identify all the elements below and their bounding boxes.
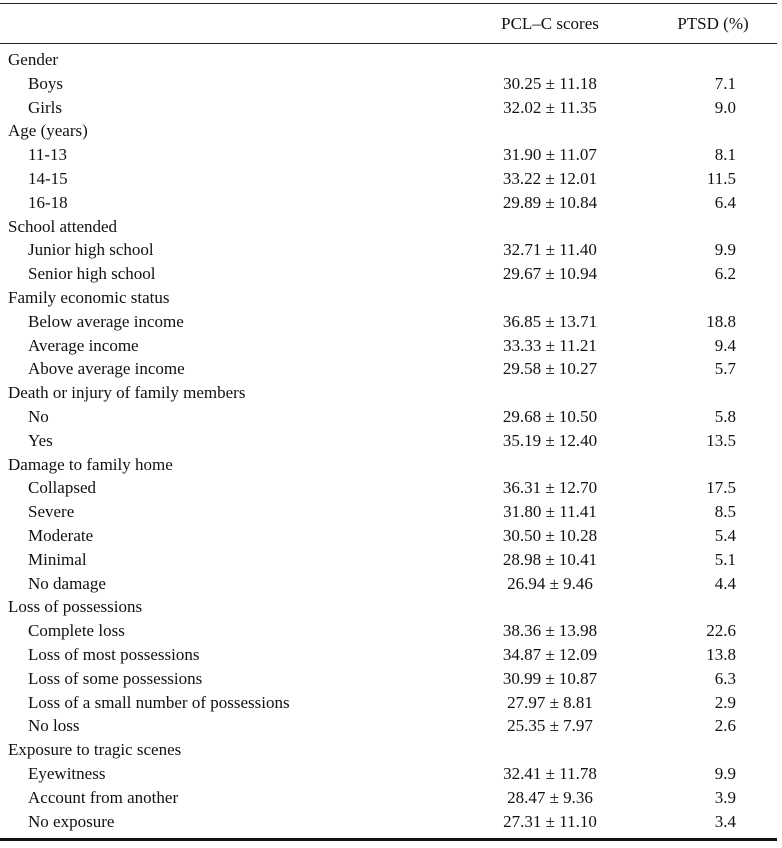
pcl-c-score-cell: 36.31 ± 12.70 bbox=[502, 478, 598, 498]
pcl-c-score-cell: 33.33 ± 11.21 bbox=[503, 335, 597, 355]
ptsd-percent-cell: 7.1 bbox=[714, 73, 736, 93]
table-row bbox=[0, 72, 777, 96]
table-row bbox=[0, 762, 777, 786]
row-label: No bbox=[28, 406, 49, 426]
group-title: Gender bbox=[8, 50, 59, 69]
table-row bbox=[0, 334, 777, 358]
ptsd-percent-cell: 17.5 bbox=[706, 478, 736, 498]
pcl-c-score-cell: 36.85 ± 13.71 bbox=[502, 311, 598, 331]
ptsd-percent-cell: 9.9 bbox=[714, 240, 736, 260]
ptsd-percent-cell: 5.7 bbox=[714, 359, 736, 379]
ptsd-percent-cell: 4.4 bbox=[714, 573, 736, 593]
row-label: Eyewitness bbox=[28, 763, 106, 783]
table-row bbox=[0, 310, 777, 334]
row-label: Boys bbox=[28, 73, 63, 93]
row-label: No loss bbox=[28, 716, 80, 736]
group-heading-row bbox=[0, 119, 777, 143]
pcl-c-score-cell: 26.94 ± 9.46 bbox=[507, 573, 593, 593]
ptsd-percent-cell: 22.6 bbox=[706, 621, 736, 641]
ptsd-percent-cell: 5.1 bbox=[714, 549, 736, 569]
ptsd-percent-cell: 5.4 bbox=[714, 525, 736, 545]
table-row bbox=[0, 167, 777, 191]
group-heading-row bbox=[0, 453, 777, 477]
table-row bbox=[0, 714, 777, 738]
pcl-c-score-cell: 31.90 ± 11.07 bbox=[503, 145, 597, 165]
ptsd-percent-cell: 11.5 bbox=[706, 168, 736, 188]
pcl-c-score-cell: 30.50 ± 10.28 bbox=[502, 525, 598, 545]
ptsd-percent-cell: 6.4 bbox=[714, 192, 736, 212]
pcl-c-score-cell: 25.35 ± 7.97 bbox=[507, 716, 593, 736]
table-top-rule bbox=[0, 3, 777, 4]
table-row bbox=[0, 500, 777, 524]
ptsd-percent-cell: 3.4 bbox=[714, 811, 736, 831]
ptsd-percent-cell: 5.8 bbox=[714, 406, 736, 426]
row-label: Account from another bbox=[28, 787, 179, 807]
group-heading-row bbox=[0, 595, 777, 619]
pcl-c-score-cell: 32.41 ± 11.78 bbox=[503, 763, 597, 783]
row-label: Yes bbox=[28, 430, 53, 450]
pcl-c-score-cell: 29.89 ± 10.84 bbox=[502, 192, 598, 212]
table-row bbox=[0, 262, 777, 286]
table-row bbox=[0, 572, 777, 596]
pcl-c-score-cell: 29.68 ± 10.50 bbox=[502, 406, 598, 426]
table-header bbox=[0, 10, 777, 38]
ptsd-percent-cell: 6.2 bbox=[714, 264, 736, 284]
ptsd-percent-cell: 3.9 bbox=[714, 787, 736, 807]
ptsd-percent-cell: 9.9 bbox=[714, 763, 736, 783]
ptsd-percent-cell: 13.5 bbox=[706, 430, 736, 450]
group-heading-row bbox=[0, 48, 777, 72]
row-label: Collapsed bbox=[28, 478, 96, 498]
pcl-c-score-cell: 27.31 ± 11.10 bbox=[503, 811, 597, 831]
ptsd-percent-cell: 8.1 bbox=[714, 145, 736, 165]
row-label: 11-13 bbox=[28, 145, 68, 165]
pcl-c-score-cell: 31.80 ± 11.41 bbox=[503, 502, 597, 522]
table-row bbox=[0, 643, 777, 667]
pcl-c-score-cell: 27.97 ± 8.81 bbox=[507, 692, 593, 712]
ptsd-percent-cell: 2.9 bbox=[714, 692, 736, 712]
group-heading-row bbox=[0, 738, 777, 762]
table-row bbox=[0, 429, 777, 453]
row-label: Girls bbox=[28, 97, 62, 117]
pcl-c-score-cell: 30.99 ± 10.87 bbox=[502, 668, 598, 688]
group-title: Damage to family home bbox=[8, 454, 173, 474]
table-row bbox=[0, 786, 777, 810]
ptsd-percent-cell: 18.8 bbox=[706, 311, 736, 331]
ptsd-percent-cell: 9.0 bbox=[714, 97, 736, 117]
row-label: Average income bbox=[28, 335, 139, 355]
group-title: Loss of possessions bbox=[8, 597, 143, 617]
pcl-c-score-cell: 35.19 ± 12.40 bbox=[502, 430, 598, 450]
row-label: 14-15 bbox=[28, 168, 68, 188]
table-row bbox=[0, 524, 777, 548]
pcl-c-score-cell: 29.58 ± 10.27 bbox=[502, 359, 598, 379]
table-row bbox=[0, 96, 777, 120]
table-row bbox=[0, 405, 777, 429]
ptsd-percent-cell: 6.3 bbox=[714, 668, 736, 688]
pcl-c-score-cell: 28.98 ± 10.41 bbox=[502, 549, 598, 569]
pcl-c-score-cell: 30.25 ± 11.18 bbox=[503, 73, 597, 93]
row-label: Moderate bbox=[28, 525, 94, 545]
group-title: Family economic status bbox=[8, 287, 170, 307]
table-row bbox=[0, 143, 777, 167]
row-label: Senior high school bbox=[28, 264, 156, 284]
table-row bbox=[0, 667, 777, 691]
table-row bbox=[0, 619, 777, 643]
pcl-c-score-cell: 32.02 ± 11.35 bbox=[503, 97, 597, 117]
row-label: Junior high school bbox=[28, 240, 154, 260]
row-label: Above average income bbox=[28, 359, 185, 379]
table-header-rule bbox=[0, 43, 777, 44]
ptsd-percent-cell: 2.6 bbox=[714, 716, 736, 736]
row-label: Loss of some possessions bbox=[28, 668, 203, 688]
ptsd-percent-cell: 13.8 bbox=[706, 644, 736, 664]
group-title: Exposure to tragic scenes bbox=[8, 740, 182, 760]
row-label: No exposure bbox=[28, 811, 115, 831]
table-row bbox=[0, 810, 777, 834]
row-label: Loss of a small number of possessions bbox=[28, 692, 290, 712]
table-row bbox=[0, 357, 777, 381]
row-label: 16-18 bbox=[28, 192, 68, 212]
group-title: School attended bbox=[8, 216, 118, 236]
pcl-c-score-cell: 32.71 ± 11.40 bbox=[503, 240, 597, 260]
group-title: Age (years) bbox=[8, 121, 88, 141]
table-row bbox=[0, 476, 777, 500]
table-row bbox=[0, 548, 777, 572]
table-bottom-rule bbox=[0, 838, 777, 841]
group-title: Death or injury of family members bbox=[8, 383, 246, 403]
row-label: Below average income bbox=[28, 311, 184, 331]
row-label: Loss of most possessions bbox=[28, 644, 200, 664]
ptsd-percent-cell: 9.4 bbox=[714, 335, 736, 355]
row-label: Complete loss bbox=[28, 621, 125, 641]
pcl-c-score-cell: 34.87 ± 12.09 bbox=[502, 644, 598, 664]
pcl-c-score-cell: 29.67 ± 10.94 bbox=[502, 264, 598, 284]
group-heading-row bbox=[0, 215, 777, 239]
header-pcl-c-scores: PCL–C scores bbox=[501, 14, 599, 33]
table-body bbox=[0, 48, 777, 833]
row-label: No damage bbox=[28, 573, 106, 593]
table-row bbox=[0, 238, 777, 262]
row-label: Minimal bbox=[28, 549, 87, 569]
group-heading-row bbox=[0, 381, 777, 405]
table-row bbox=[0, 691, 777, 715]
table-row bbox=[0, 191, 777, 215]
header-ptsd-percent: PTSD (%) bbox=[677, 14, 749, 33]
row-label: Severe bbox=[28, 502, 75, 522]
group-heading-row bbox=[0, 286, 777, 310]
pcl-c-score-cell: 38.36 ± 13.98 bbox=[502, 621, 598, 641]
ptsd-percent-cell: 8.5 bbox=[714, 502, 736, 522]
pcl-c-score-cell: 28.47 ± 9.36 bbox=[507, 787, 593, 807]
pcl-c-score-cell: 33.22 ± 12.01 bbox=[502, 168, 598, 188]
